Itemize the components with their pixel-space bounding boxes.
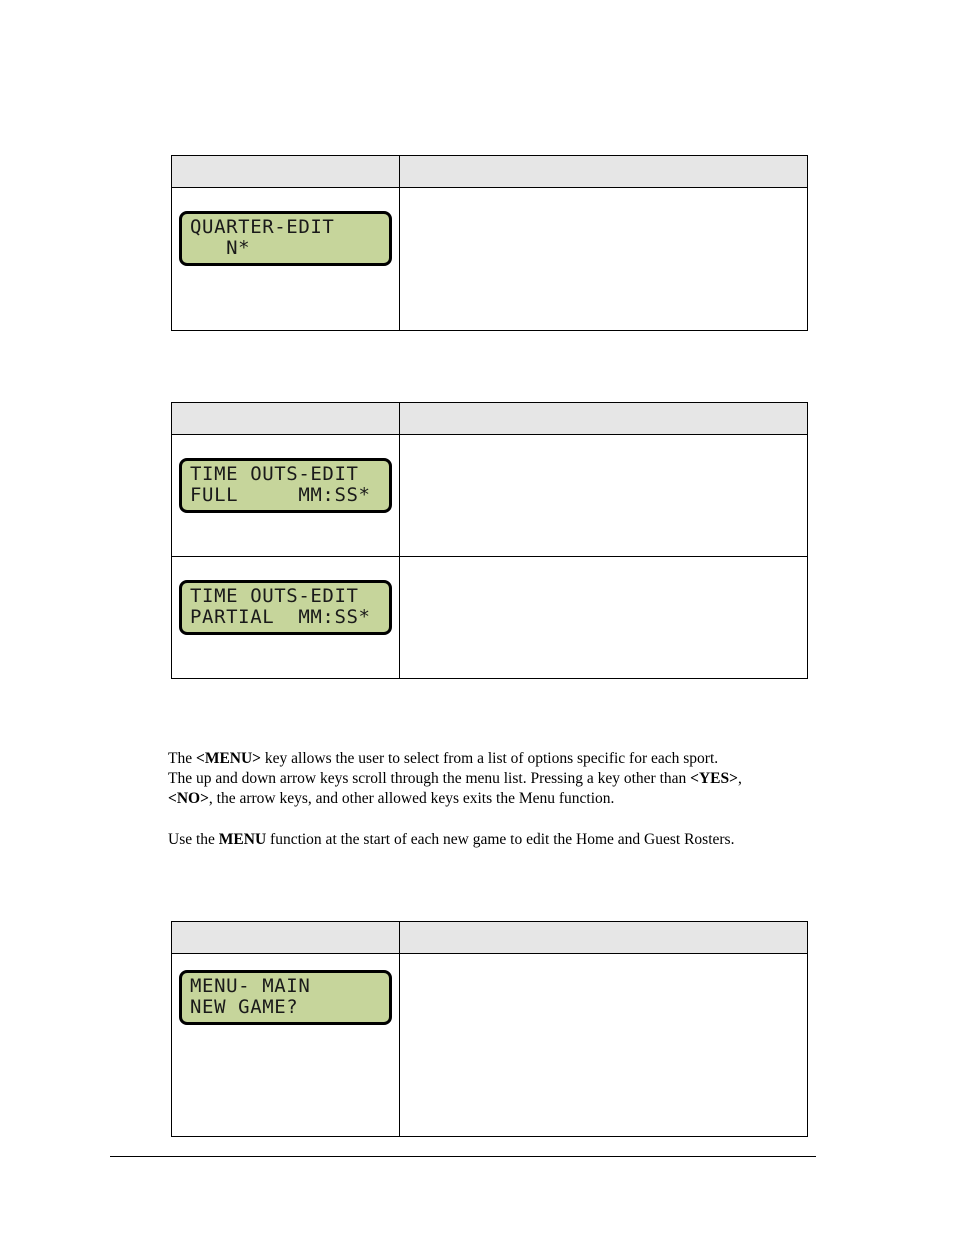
table-row [172,188,808,331]
table-header-cell [400,922,808,954]
lcd-line: TIME OUTS-EDIT [190,463,359,485]
timeouts-edit-table [171,402,808,679]
lcd-display [179,970,392,1025]
lcd-line: PARTIAL MM:SS* [190,606,371,628]
lcd-cell [172,954,400,1137]
text-run: Use the [168,831,219,848]
description-cell [400,188,808,331]
menu-usage-paragraph [168,830,828,850]
description-cell [400,435,808,557]
lcd-line: TIME OUTS-EDIT [190,585,359,607]
table-header-cell [400,156,808,188]
text-run: key allows the user to select from a list of options specific for each sport. [261,750,719,767]
table-row [172,557,808,679]
text-run: The [168,750,196,767]
text-run: , [737,770,742,787]
no-key-label: <NO> [168,790,209,807]
yes-key-label: <YES> [690,770,738,787]
menu-main-table [171,921,808,1137]
text-run: function at the start of each new game to edit the Home and Guest Rosters. [266,831,735,848]
lcd-line: FULL MM:SS* [190,484,371,506]
table-header-row [172,403,808,435]
table-header-row [172,922,808,954]
lcd-cell [172,435,400,557]
lcd-line: N* [190,237,251,259]
description-cell [400,557,808,679]
lcd-cell [172,188,400,331]
description-cell [400,954,808,1137]
lcd-line: MENU- MAIN [190,975,311,997]
lcd-display [179,580,392,635]
table-header-cell [400,403,808,435]
lcd-display [179,211,392,266]
table-header-row [172,156,808,188]
table-header-cell [172,922,400,954]
table-header-cell [172,403,400,435]
table-row [172,435,808,557]
lcd-line: NEW GAME? [190,996,299,1018]
table-header-cell [172,156,400,188]
menu-key-label: <MENU> [195,750,262,767]
lcd-display [179,458,392,513]
lcd-line: QUARTER-EDIT [190,216,335,238]
lcd-cell [172,557,400,679]
text-run: , the arrow keys, and other allowed keys exits the Menu function. [208,790,615,807]
text-run: The up and down arrow keys scroll through the menu list. Pressing a key other than [168,770,691,787]
menu-function-label: MENU [218,831,267,848]
menu-description-paragraph [168,749,828,809]
footer-divider [110,1156,816,1157]
table-row [172,954,808,1137]
quarter-edit-table [171,155,808,331]
